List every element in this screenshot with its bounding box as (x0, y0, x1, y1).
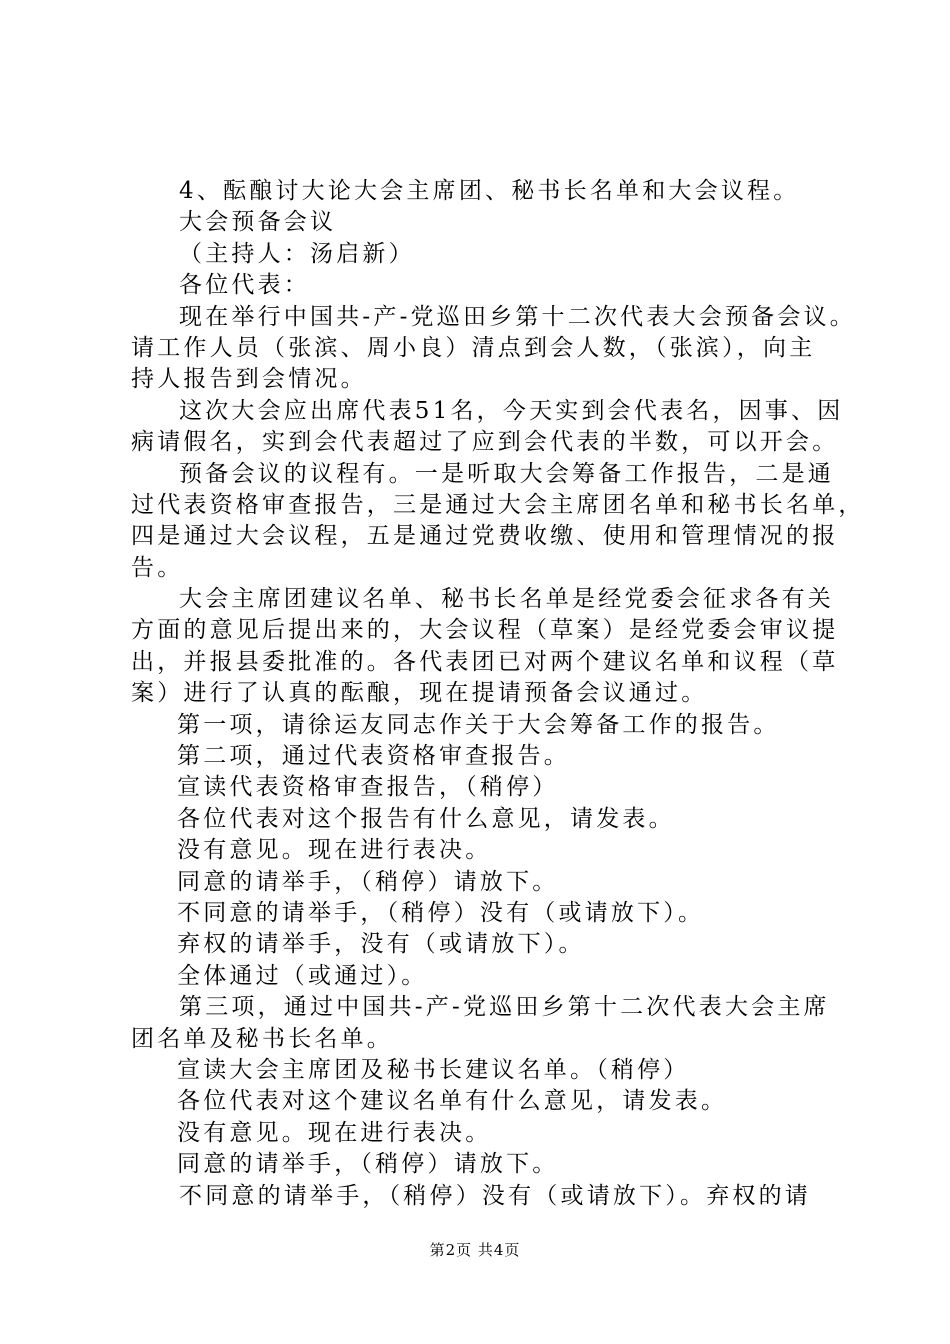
text-line: 全体通过（或通过）。 (177, 962, 428, 989)
text-line: 请工作人员（张滨、周小良）清点到会人数，（张滨），向主 (131, 334, 816, 361)
text-line: 各位代表对这个建议名单有什么意见，请发表。 (177, 1088, 728, 1115)
text-line: 第三项，通过中国共-产-党巡田乡第十二次代表大会主席 (179, 994, 830, 1021)
text-line: 第一项，请徐运友同志作关于大会筹备工作的报告。 (177, 711, 780, 738)
text-line: 各位代表对这个报告有什么意见，请发表。 (177, 805, 675, 832)
text-line: 告。 (131, 554, 184, 581)
text-line: 方面的意见后提出来的，大会议程（草案）是经党委会审议提 (131, 617, 839, 644)
text-line: 第二项，通过代表资格审查报告。 (177, 743, 570, 770)
text-line: （主持人：汤启新） (179, 240, 415, 267)
text-line: 同意的请举手，（稍停）请放下。 (177, 868, 559, 895)
text-line: 同意的请举手，（稍停）请放下。 (177, 1151, 559, 1178)
text-line: 预备会议的议程有。一是听取大会筹备工作报告，二是通 (179, 460, 834, 487)
text-line: 4、酝酿讨大论大会主席团、秘书长名单和大会议程。 (179, 178, 800, 204)
text-line: 现在举行中国共-产-党巡田乡第十二次代表大会预备会议。 (179, 303, 856, 330)
page-number-footer: 第2页 共4页 (429, 1241, 521, 1259)
text-line: 宣读代表资格审查报告，（稍停） (177, 774, 559, 801)
text-line: 病请假名，实到会代表超过了应到会代表的半数，可以开会。 (131, 429, 839, 456)
text-line: 不同意的请举手，（稍停）没有（或请放下）。 (177, 899, 705, 926)
text-line: 宣读大会主席团及秘书长建议名单。（稍停） (177, 1056, 690, 1083)
text-line: 弃权的请举手，没有（或请放下）。 (177, 931, 585, 958)
text-line: 各位代表： (179, 272, 310, 299)
text-line: 过代表资格审查报告，三是通过大会主席团名单和秘书长名单， (131, 491, 865, 518)
text-line: 四是通过大会议程，五是通过党费收缴、使用和管理情况的报 (131, 523, 839, 550)
text-line: 团名单及秘书长名单。 (131, 1025, 393, 1052)
document-body (131, 176, 865, 1212)
text-line: 没有意见。现在进行表决。 (177, 1119, 492, 1146)
text-line: 没有意见。现在进行表决。 (177, 837, 492, 864)
text-line: 案）进行了认真的酝酿，现在提请预备会议通过。 (131, 680, 708, 707)
text-line: 持人报告到会情况。 (131, 366, 367, 393)
text-line: 不同意的请举手，（稍停）没有（或请放下）。弃权的请 (179, 1182, 811, 1209)
text-line: 大会主席团建议名单、秘书长名单是经党委会征求各有关 (179, 586, 834, 613)
text-line: 出，并报县委批准的。各代表团已对两个建议名单和议程（草 (131, 648, 839, 675)
text-line: 大会预备会议 (179, 209, 337, 236)
text-line: 这次大会应出席代表51名，今天实到会代表名，因事、因 (179, 397, 844, 424)
